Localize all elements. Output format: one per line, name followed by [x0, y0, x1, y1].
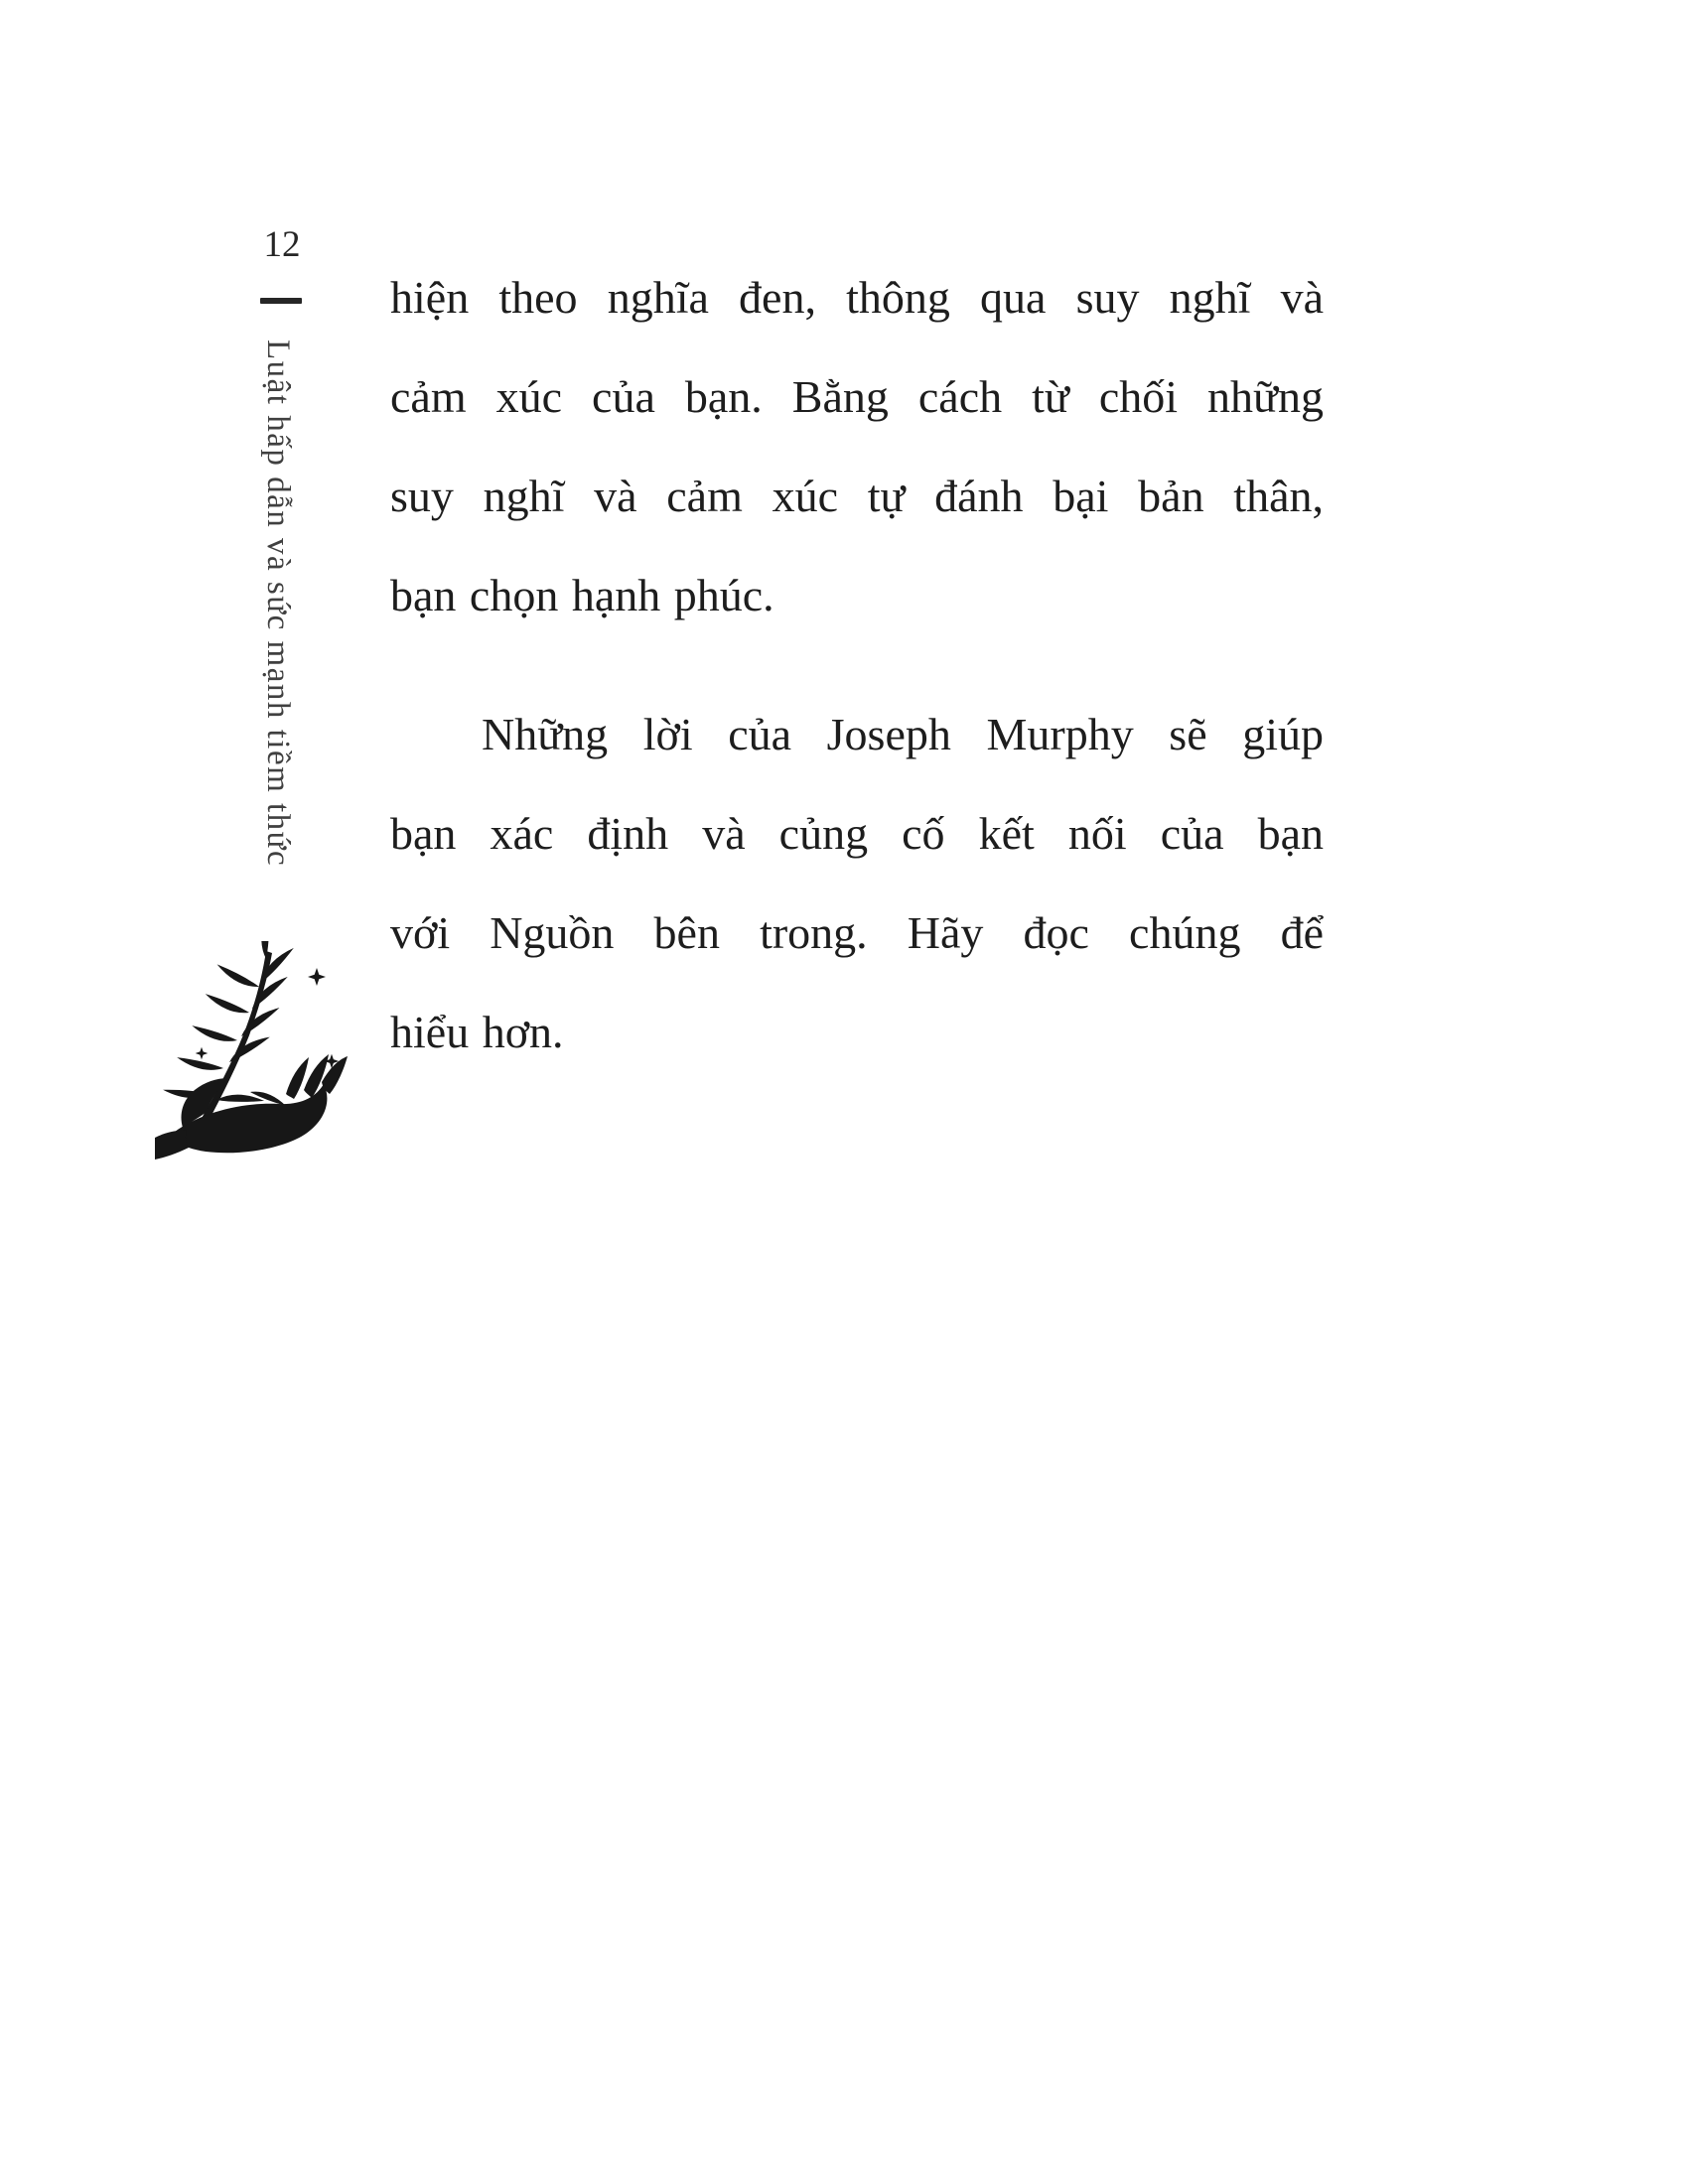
- text-line: cảm xúc của bạn. Bằng cách từ chối những: [390, 371, 1324, 422]
- book-title-vertical: Luật hấp dẫn và sức mạnh tiềm thức: [260, 340, 296, 868]
- page-number-rule: [260, 298, 302, 304]
- text-line: bạn xác định và củng cố kết nối của bạn: [390, 808, 1324, 859]
- page-number: 12: [263, 224, 301, 265]
- text-line: bạn chọn hạnh phúc.: [390, 570, 774, 620]
- hand-branch-icon: [155, 941, 357, 1167]
- paragraph: [390, 248, 1324, 645]
- text-line: với Nguồn bên trong. Hãy đọc chúng để: [390, 907, 1324, 958]
- text-line: suy nghĩ và cảm xúc tự đánh bại bản thân,: [390, 471, 1324, 521]
- text-line: Những lời của Joseph Murphy sẽ giúp: [482, 709, 1324, 759]
- hand-holding-branch-illustration: [155, 941, 357, 1167]
- text-line: hiện theo nghĩa đen, thông qua suy nghĩ và: [390, 272, 1324, 323]
- body-text: [390, 248, 1324, 1082]
- paragraph: [390, 685, 1324, 1082]
- text-line: hiểu hơn.: [390, 1007, 564, 1057]
